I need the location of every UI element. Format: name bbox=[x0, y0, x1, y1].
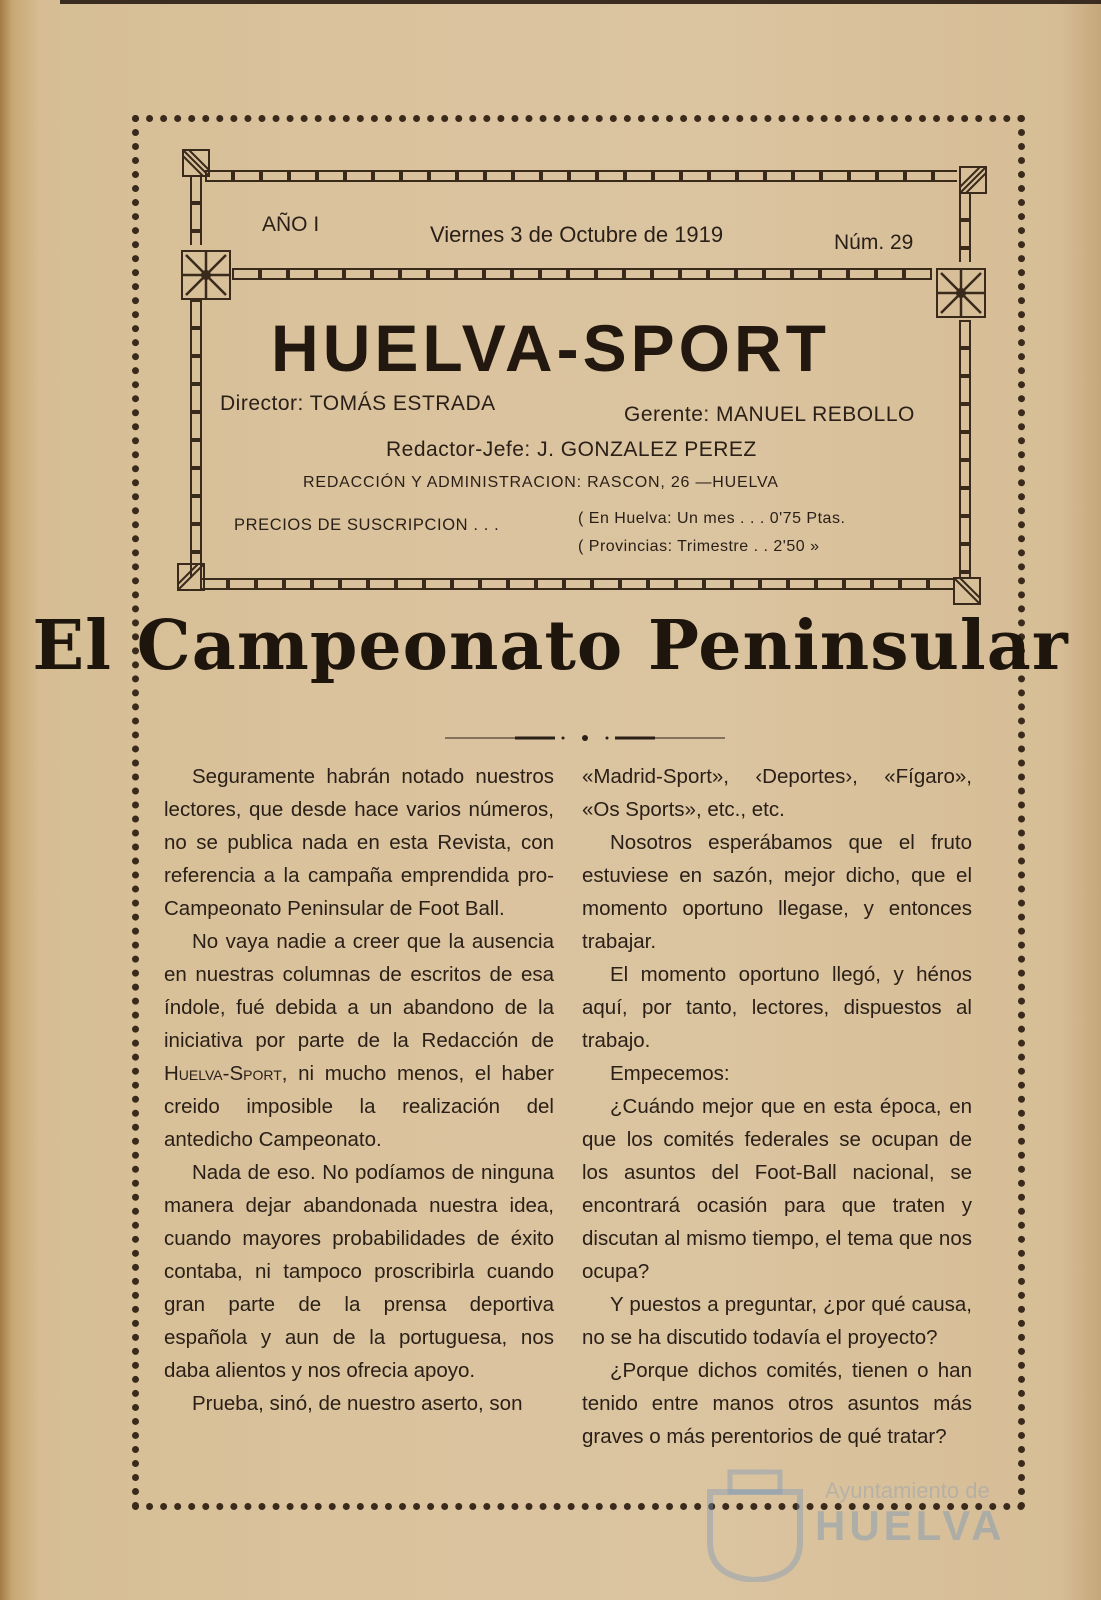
article-headline: El Campeonato Peninsular bbox=[32, 606, 1069, 686]
corner-ornament-icon bbox=[181, 148, 211, 178]
corner-ornament-icon bbox=[958, 165, 988, 195]
header-chain-middle bbox=[232, 268, 932, 280]
price-local: ( En Huelva: Un mes . . . 0'75 Ptas. bbox=[578, 510, 846, 527]
page-top-edge bbox=[60, 0, 1101, 4]
header-chain-right-upper bbox=[959, 192, 971, 262]
corner-ornament-icon bbox=[952, 576, 982, 606]
paragraph: «Madrid-Sport», ‹Deportes›, «Fígaro», «Os Sports», etc., etc. bbox=[582, 765, 972, 821]
paragraph: Y puestos a preguntar, ¿por qué causa, no se ha discutido todavía el proyecto? bbox=[582, 1293, 972, 1349]
masthead-title: HUELVA-SPORT bbox=[271, 311, 830, 385]
paragraph: Nada de eso. No podíamos de ninguna manera dejar abandonada nuestra idea, cuando mayores probabilidades de éxito contaba, ni tampoco proscribirla cuando gran parte de la prensa deportiva española y aun de la portuguesa, nos daba alientos y nos ofrecia apoyo. bbox=[164, 1161, 554, 1382]
watermark-top-text: Ayuntamiento de bbox=[825, 1478, 990, 1503]
flower-ornament-icon bbox=[181, 250, 231, 300]
article-left-column bbox=[164, 760, 554, 1420]
paragraph: ¿Cuándo mejor que en esta época, en que los comités federales se ocupan de los asuntos del Foot-Ball nacional, se encontrará ocasión para que traten y discutan al mismo tiempo, el tema que nos ocupa? bbox=[582, 1095, 972, 1283]
header-chain-top bbox=[205, 170, 957, 182]
paragraph: Nosotros esperábamos que el fruto estuviese en sazón, mejor dicho, que el momento oportuno llegase, y entonces trabajar. bbox=[582, 831, 972, 953]
ornamental-divider bbox=[445, 728, 725, 734]
issue-date: Viernes 3 de Octubre de 1919 bbox=[430, 222, 724, 247]
corner-ornament-icon bbox=[176, 562, 206, 592]
watermark-name: HUELVA bbox=[815, 1502, 1006, 1549]
article-right-column bbox=[582, 760, 972, 1453]
chief-editor-line: Redactor-Jefe: J. GONZALEZ PEREZ bbox=[386, 438, 757, 461]
header-chain-bottom bbox=[200, 578, 955, 590]
publication-name: Huelva-Sport bbox=[164, 1062, 282, 1085]
issue-number: Núm. 29 bbox=[834, 231, 914, 254]
paragraph: Empecemos: bbox=[610, 1062, 730, 1085]
address-line: REDACCIÓN Y ADMINISTRACION: RASCON, 26 —HUELVA bbox=[303, 474, 779, 491]
prices-label: PRECIOS DE SUSCRIPCION . . . bbox=[234, 516, 500, 534]
paragraph: El momento oportuno llegó, y hénos aquí, por tanto, lectores, dispuestos al trabajo. bbox=[582, 963, 972, 1052]
header-chain-left-upper bbox=[190, 175, 202, 245]
paragraph: Prueba, sinó, de nuestro aserto, son bbox=[192, 1392, 523, 1415]
year-label: AÑO I bbox=[262, 213, 320, 236]
director-line: Director: TOMÁS ESTRADA bbox=[220, 392, 496, 415]
paragraph: ¿Porque dichos comités, tienen o han tenido entre manos otros asuntos más graves o más perentorios de qué tratar? bbox=[582, 1359, 972, 1448]
price-provinces: ( Provincias: Trimestre . . 2'50 » bbox=[578, 538, 820, 555]
paragraph: No vaya nadie a creer que la ausencia en nuestras columnas de escritos de esa índole, fué debida a un abandono de la iniciativa por parte de la Redacción de Huelva-Sport, ni mucho menos, el haber creido imposible la realización del antedicho Campeonato. bbox=[164, 930, 554, 1151]
paragraph: Seguramente habrán notado nuestros lectores, que desde hace varios números, no se publica nada en esta Revista, con referencia a la campaña emprendida pro-Campeonato Peninsular de Foot Ball. bbox=[164, 765, 554, 920]
manager-line: Gerente: MANUEL REBOLLO bbox=[624, 403, 915, 426]
